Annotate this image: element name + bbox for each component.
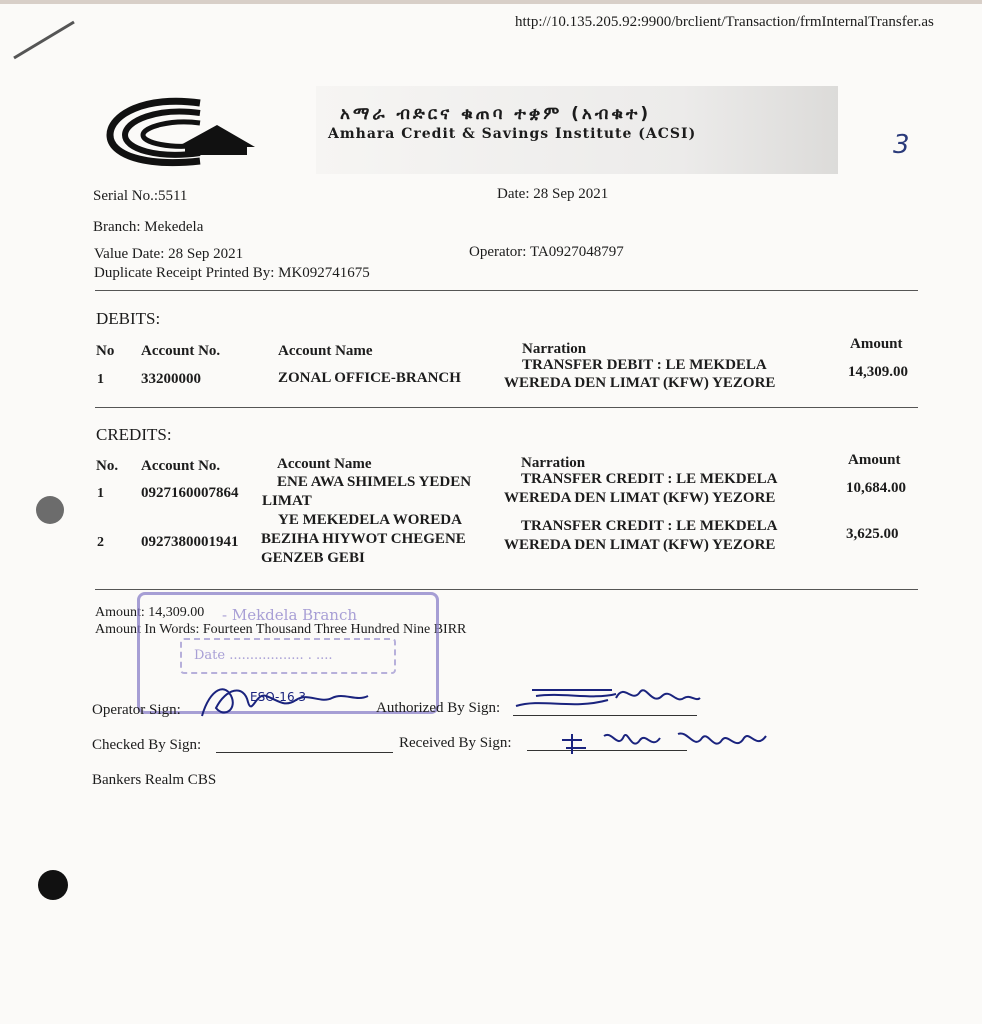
- authorized-sign-label: Authorized By Sign:: [376, 700, 501, 716]
- stamp-branch-text: - Mekdela Branch: [222, 606, 358, 624]
- debit-row-narration-1: TRANSFER DEBIT : LE MEKDELA: [522, 357, 767, 373]
- credit-row-1-account-name-1: ENE AWA SHIMELS YEDEN: [277, 474, 472, 490]
- credit-row-1-narration-1: TRANSFER CREDIT : LE MEKDELA: [521, 471, 778, 487]
- stamp-date-text: Date .................. . ....: [194, 648, 333, 663]
- credit-row-2-narration-2: WEREDA DEN LIMAT (KFW) YEZORE: [504, 537, 776, 553]
- operator-signature: [196, 678, 372, 722]
- debits-header-no: No: [96, 343, 115, 359]
- credits-title: CREDITS:: [96, 425, 172, 444]
- operator-sign-label: Operator Sign:: [92, 702, 181, 718]
- credits-header-amount: Amount: [848, 452, 901, 468]
- value-date: Value Date: 28 Sep 2021: [94, 246, 244, 262]
- pen-scratch-mark: [10, 14, 80, 64]
- credit-row-2-no: 2: [97, 535, 104, 550]
- footer-system-name: Bankers Realm CBS: [92, 772, 217, 788]
- debit-row-account-name: ZONAL OFFICE-BRANCH: [278, 370, 461, 386]
- divider-top: [95, 290, 918, 291]
- acsi-logo: [105, 95, 260, 170]
- org-name-amharic: አማራ ብድርና ቁጠባ ተቋም (አብቁተ): [340, 104, 652, 124]
- credits-header-no: No.: [96, 458, 119, 474]
- operator-id: Operator: TA0927048797: [469, 244, 624, 260]
- debits-header-amount: Amount: [850, 336, 903, 352]
- binder-hole-top: [36, 496, 64, 524]
- credit-row-1-account-no: 0927160007864: [141, 485, 239, 501]
- amount-in-words: Amount In Words: Fourteen Thousand Three Hundred Nine BIRR: [95, 622, 467, 637]
- org-name-english: Amhara Credit & Savings Institute (ACSI): [328, 126, 697, 142]
- total-amount: Amount: 14,309.00: [95, 605, 205, 620]
- divider-debits: [95, 407, 918, 408]
- url-bar-text: http://10.135.205.92:9900/brclient/Transaction/frmInternalTransfer.as: [515, 14, 934, 30]
- credit-row-2-account-no: 0927380001941: [141, 534, 239, 550]
- checked-sign-line: [216, 752, 393, 753]
- top-edge-line: [0, 0, 982, 4]
- credit-row-2-narration-1: TRANSFER CREDIT : LE MEKDELA: [521, 518, 778, 534]
- debit-row-amount: 14,309.00: [848, 364, 908, 380]
- credits-header-account-no: Account No.: [141, 458, 221, 474]
- debits-header-narration: Narration: [522, 341, 587, 357]
- divider-credits: [95, 589, 918, 590]
- credit-row-1-amount: 10,684.00: [846, 480, 906, 496]
- received-sign-label: Received By Sign:: [399, 735, 512, 751]
- serial-number: Serial No.:5511: [93, 188, 188, 204]
- credit-row-2-account-name-1: YE MEKEDELA WOREDA: [278, 512, 462, 528]
- credits-header-narration: Narration: [521, 455, 586, 471]
- debit-row-narration-2: WEREDA DEN LIMAT (KFW) YEZORE: [504, 375, 776, 391]
- receipt-date: Date: 28 Sep 2021: [497, 186, 609, 202]
- debit-row-account-no: 33200000: [141, 371, 201, 387]
- credit-row-1-narration-2: WEREDA DEN LIMAT (KFW) YEZORE: [504, 490, 776, 506]
- debits-header-account-name: Account Name: [278, 343, 373, 359]
- credit-row-1-no: 1: [97, 486, 104, 501]
- credits-header-account-name: Account Name: [277, 456, 372, 472]
- debit-row-no: 1: [97, 372, 104, 387]
- credit-row-2-account-name-3: GENZEB GEBI: [261, 550, 365, 566]
- checked-sign-label: Checked By Sign:: [92, 737, 202, 753]
- credit-row-2-amount: 3,625.00: [846, 526, 899, 542]
- authorized-signature: [512, 676, 702, 720]
- branch: Branch: Mekedela: [93, 219, 204, 235]
- received-signature: [556, 726, 772, 760]
- credit-row-1-account-name-2: LIMAT: [262, 493, 312, 509]
- debits-header-account-no: Account No.: [141, 343, 221, 359]
- duplicate-printed-by: Duplicate Receipt Printed By: MK092741675: [94, 265, 370, 281]
- credit-row-2-account-name-2: BEZIHA HIYWOT CHEGENE: [261, 531, 466, 547]
- binder-hole-bottom: [38, 870, 68, 900]
- stamp-code: ESO-16.3: [250, 690, 307, 704]
- debits-title: DEBITS:: [96, 309, 161, 328]
- page-mark: 3: [893, 130, 910, 160]
